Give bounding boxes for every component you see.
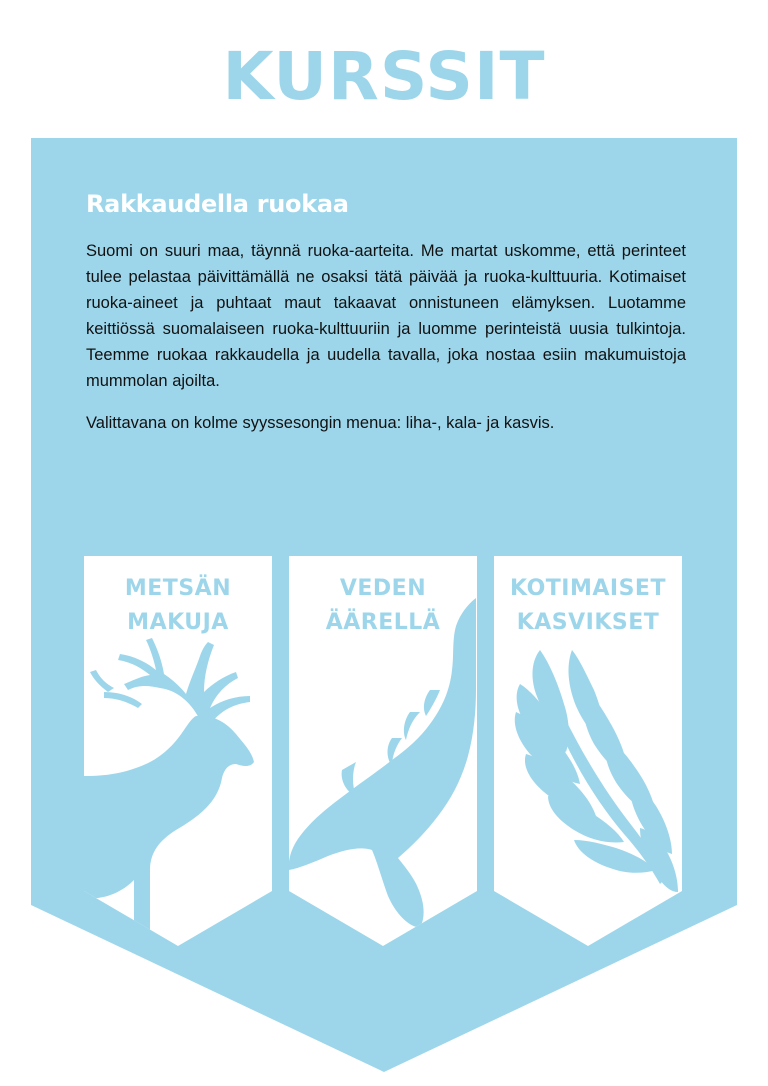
page-title: KURSSIT [222, 38, 546, 115]
intro-paragraph: Suomi on suuri maa, täynnä ruoka-aarteita. Me martat uskomme, että perinteet tulee pelastaa päivittämällä ne osaksi tätä päivää ja ruoka-kulttuuria. Kotimaiset ruoka-aineet ja puhtaat maut takaavat onnistuneen elämyksen. Luotamme keittiössä suomalaiseen ruoka-kulttuuriin ja luomme perinteistä uusia tulkintoja. Teemme ruokaa rakkaudella ja uudella tavalla, joka nostaa esiin makumuistoja mummolan ajoilta. [86, 242, 686, 390]
panel-label-line: KOTIMAISET [510, 576, 666, 601]
panel-label-kotimaiset-kasvikset [488, 572, 688, 640]
panel-label-line: ÄÄRELLÄ [325, 610, 441, 635]
panel-label-line: MAKUJA [127, 610, 229, 635]
panel-label-veden-aarella [283, 572, 483, 640]
section-heading: Rakkaudella ruokaa [86, 190, 349, 218]
panel-label-line: VEDEN [339, 576, 427, 601]
panel-label-line: METSÄN [124, 576, 232, 601]
panel-label-line: KASVIKSET [516, 610, 660, 635]
intro-section [86, 190, 686, 452]
panel-label-metsan-makuja [78, 572, 278, 640]
menu-paragraph: Valittavana on kolme syyssesongin menua: liha-, kala- ja kasvis. [86, 414, 555, 432]
